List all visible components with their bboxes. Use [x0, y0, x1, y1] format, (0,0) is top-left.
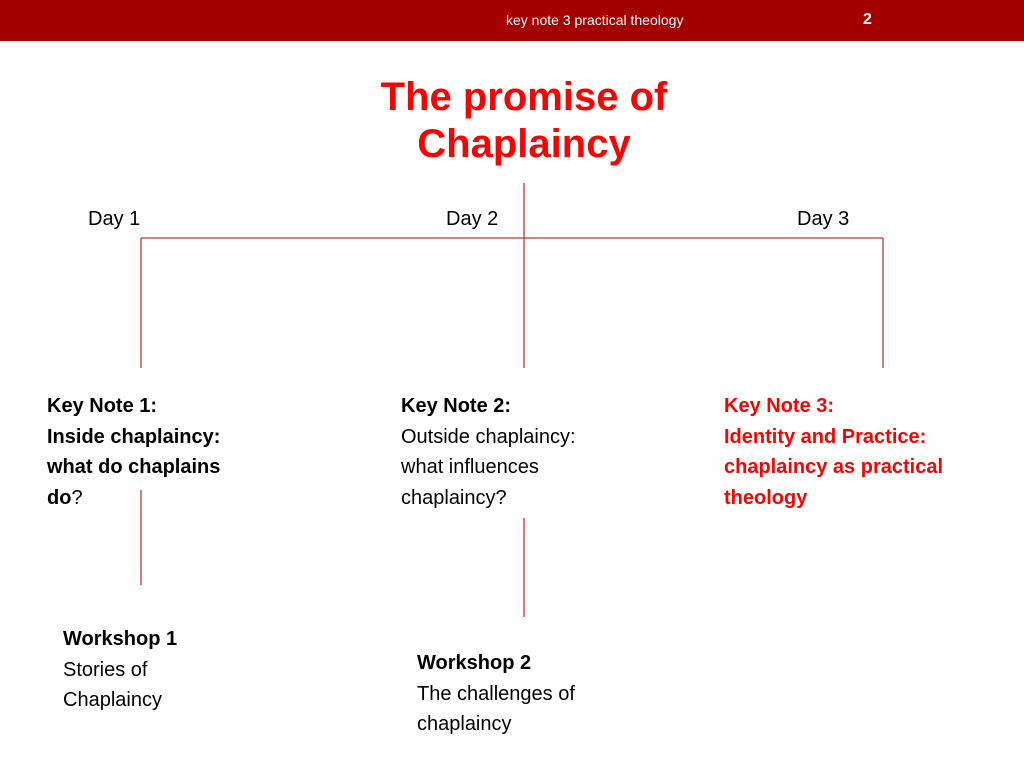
workshop-2-line-2: chaplaincy [417, 713, 512, 735]
keynote-1-line-2: what do chaplains [47, 456, 221, 478]
header-title: key note 3 practical theology [506, 12, 684, 28]
keynote-3 [724, 391, 943, 513]
keynote-3-line-1: Identity and Practice: [724, 425, 927, 448]
workshop-2-heading: Workshop 2 [417, 652, 532, 674]
workshop-2 [417, 648, 575, 740]
keynote-2-line-2: what influences [401, 456, 539, 478]
workshop-2-line-1: The challenges of [417, 682, 575, 705]
keynote-1 [47, 391, 220, 513]
workshop-1-heading: Workshop 1 [63, 628, 178, 650]
day-3-label: Day 3 [797, 208, 850, 230]
workshop-1-line-2: Chaplaincy [63, 689, 162, 711]
workshop-1 [63, 624, 177, 716]
keynote-3-line-3: theology [724, 486, 808, 509]
keynote-1-line-3-rest: ? [71, 486, 83, 509]
slide-number: 2 [863, 11, 872, 28]
keynote-1-line-1: Inside chaplaincy: [47, 425, 221, 448]
keynote-2 [401, 391, 576, 513]
keynote-2-line-3: chaplaincy? [401, 486, 507, 509]
slide-title-line-1: The promise of [380, 75, 668, 119]
keynote-1-line-3-bold: do [47, 486, 72, 509]
slide-title-line-2: Chaplaincy [417, 122, 631, 166]
keynote-2-line-1: Outside chaplaincy: [401, 425, 576, 448]
keynote-1-line-3 [47, 483, 220, 514]
keynote-3-line-2: chaplaincy as practical [724, 456, 944, 478]
workshop-1-line-1: Stories of [63, 658, 148, 681]
keynote-1-heading: Key Note 1: [47, 395, 158, 417]
keynote-3-heading: Key Note 3: [724, 395, 835, 417]
day-2-label: Day 2 [446, 208, 499, 230]
keynote-2-heading: Key Note 2: [401, 395, 512, 417]
day-1-label: Day 1 [88, 208, 141, 230]
